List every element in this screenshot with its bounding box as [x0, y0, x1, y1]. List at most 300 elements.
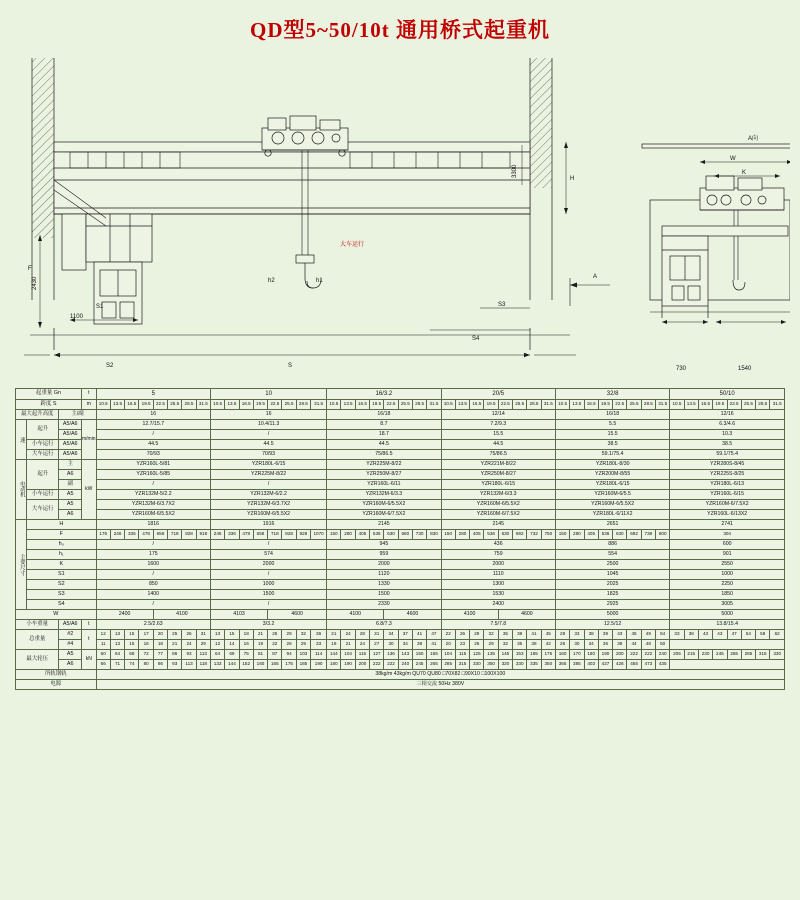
span-cell: 10.5: [555, 400, 569, 410]
K-20: 2000: [441, 560, 555, 570]
wheel-a6-cell: 428: [613, 660, 627, 670]
span-cell: 10.5: [670, 400, 684, 410]
row-sub-hoist-aux: A5/A6: [59, 430, 82, 440]
row-label-K: K: [27, 560, 97, 570]
total-cell: 22: [441, 630, 455, 640]
motor-crane-a5-10: YZR132M-6/3.7X2: [210, 500, 326, 510]
motor-crane-a5-20: YZR160M-6/5.5X2: [441, 500, 555, 510]
svg-text:3300: 3300: [512, 164, 518, 178]
wheel-a6-cell: 222: [370, 660, 384, 670]
speed-aux-10: /: [210, 430, 326, 440]
total2-cell: 34: [398, 640, 412, 650]
wheel-a6-cell: 315: [455, 660, 469, 670]
wheel-a5-cell: 200: [613, 650, 627, 660]
h1-32: 554: [555, 550, 669, 560]
K-32: 2500: [555, 560, 669, 570]
H-32: 2651: [555, 520, 669, 530]
F-cell: 405: [355, 530, 369, 540]
wheel-a6-cell: 285: [441, 660, 455, 670]
wheel-a5-cell: 222: [627, 650, 641, 660]
wheel-a6-cell: 180: [327, 660, 341, 670]
wheel-a5-cell: 315: [756, 650, 770, 660]
span-cell: 31.5: [541, 400, 555, 410]
wheel-a6-cell: 320: [498, 660, 512, 670]
S2-50: 2250: [670, 580, 785, 590]
speed-aux-16: 18.7: [327, 430, 441, 440]
row-label-W: W: [16, 610, 97, 620]
wheel-a5-cell: 165: [427, 650, 441, 660]
row-sub-trolley-weight: A5/A6: [59, 620, 82, 630]
F-cell: 1070: [311, 530, 327, 540]
lift-50: 12/16: [670, 410, 785, 420]
total-cell: 26: [182, 630, 196, 640]
row-label-S2: S2: [27, 580, 97, 590]
wheel-a5-cell: 265: [727, 650, 741, 660]
total-cell: 34: [384, 630, 398, 640]
F-cell: 405: [470, 530, 484, 540]
S3-10: 1500: [210, 590, 326, 600]
trolley-speed-32: 38.5: [555, 440, 669, 450]
row-label-crane-speed: 大车运行: [27, 450, 59, 460]
total2-cell: 24: [182, 640, 196, 650]
S4-5: /: [96, 600, 210, 610]
span-cell: 25.5: [282, 400, 296, 410]
motor-aux-20: YZR180L-6/15: [441, 480, 555, 490]
wheel-a5-cell: 222: [641, 650, 655, 660]
total-cell: 37: [398, 630, 412, 640]
wheel-a5-cell: 285: [741, 650, 755, 660]
wheel-a5-cell: 245: [713, 650, 727, 660]
S1-5: /: [96, 570, 210, 580]
span-cell: 19.5: [713, 400, 727, 410]
row-sub-total-1: #2: [59, 630, 82, 640]
total-cell: 17: [139, 630, 153, 640]
row-label-lift: 最大起升高度: [16, 410, 59, 420]
rail-value: 38kg/m 43kg/m QU70 QU80 □70X82 □90X10 □100X100: [96, 670, 784, 680]
span-cell: 13.5: [225, 400, 239, 410]
span-cell: 28.5: [641, 400, 655, 410]
span-cell: 28.5: [182, 400, 196, 410]
span-cell: 25.5: [168, 400, 182, 410]
wheel-a6-cell: 190: [311, 660, 327, 670]
wheel-a6-cell: 330: [513, 660, 527, 670]
F-cell: 536: [598, 530, 612, 540]
F-cell: 536: [484, 530, 498, 540]
span-cell: 19.5: [370, 400, 384, 410]
S2-20: 1300: [441, 580, 555, 590]
total-cell: 15: [125, 630, 139, 640]
S4-50: 3005: [670, 600, 785, 610]
span-cell: 13.5: [455, 400, 469, 410]
F-cell: 830: [427, 530, 441, 540]
wheel-a5-cell: 215: [684, 650, 698, 660]
row-sub-motor-main: 主: [59, 460, 82, 470]
F-cell: 738: [641, 530, 655, 540]
F-cell: 336: [125, 530, 139, 540]
wheel-a5-cell: 94: [282, 650, 296, 660]
h1-10: 574: [210, 550, 326, 560]
motor-main-16: YZR225M-8/22: [327, 460, 441, 470]
trolley-weight-20: 7.5/7.8: [441, 620, 555, 630]
total-cell: 13: [110, 630, 124, 640]
span-cell: 13.5: [341, 400, 355, 410]
H-10: 1916: [210, 520, 326, 530]
total2-cell: 13: [110, 640, 124, 650]
total2-cell: 21: [168, 640, 182, 650]
S1-32: 1045: [555, 570, 669, 580]
svg-text:F: F: [28, 266, 32, 272]
wheel-a6-cell: 80: [139, 660, 153, 670]
crane-speed-50: 59.1/75.4: [670, 450, 785, 460]
span-cell: 16.5: [470, 400, 484, 410]
S4-32: 2925: [555, 600, 669, 610]
W-32: 5000: [555, 610, 669, 620]
total-cell: 18: [239, 630, 253, 640]
W-5a: 2400: [96, 610, 153, 620]
unit-capacity: t: [81, 389, 96, 400]
wheel-a5-cell: 125: [470, 650, 484, 660]
motor-aux-50: YZR180L-6/13: [670, 480, 785, 490]
S2-16: 1330: [327, 580, 441, 590]
span-cell: 28.5: [756, 400, 770, 410]
total2-cell: 35: [513, 640, 527, 650]
S4-20: 2400: [441, 600, 555, 610]
motor-main-50: YZR280S-8/45: [670, 460, 785, 470]
total2-cell: 23: [455, 640, 469, 650]
F-cell: 718: [268, 530, 282, 540]
total-cell: 26: [455, 630, 469, 640]
total-cell: 21: [253, 630, 267, 640]
row-label-trolley-speed: 小车运行: [27, 440, 59, 450]
F-cell: 336: [225, 530, 239, 540]
total2-cell: 26: [470, 640, 484, 650]
total-cell: 47: [727, 630, 741, 640]
F-cell: 246: [110, 530, 124, 540]
wheel-a6-cell: 152: [239, 660, 253, 670]
span-cell: 13.5: [570, 400, 584, 410]
F-cell: 478: [139, 530, 153, 540]
trolley-speed-50: 38.5: [670, 440, 785, 450]
total-cell: 13: [210, 630, 224, 640]
trolley-weight-50: 13.8/15.4: [670, 620, 785, 630]
total-cell: 33: [570, 630, 584, 640]
W-5b: 4100: [153, 610, 210, 620]
S3-16: 1500: [327, 590, 441, 600]
total-cell: 43: [698, 630, 712, 640]
row-label-capacity: 起重量 Gn: [16, 389, 82, 400]
wheel-a5-cell: 77: [153, 650, 167, 660]
motor-trolley-16: YZR132M-6/3.3: [327, 490, 441, 500]
span-cell: 10.5: [441, 400, 455, 410]
h0-16: 945: [327, 540, 441, 550]
h1-16: 959: [327, 550, 441, 560]
total2-cell: 21: [341, 640, 355, 650]
motor-main-a6-20: YZR250M-8/27: [441, 470, 555, 480]
motor-main-32: YZR180L-8/30: [555, 460, 669, 470]
S3-5: 1400: [96, 590, 210, 600]
motor-crane-a6-20: YZR160M-6/7.5X2: [441, 510, 555, 520]
total-cell: 45: [627, 630, 641, 640]
span-cell: 31.5: [656, 400, 670, 410]
wheel-a5-cell: 81: [253, 650, 267, 660]
F-cell: 658: [153, 530, 167, 540]
total-cell: 29: [282, 630, 296, 640]
K-50: 2550: [670, 560, 785, 570]
total2-cell: 18: [153, 640, 167, 650]
wheel-a6-cell: 118: [196, 660, 210, 670]
speed-aux-5: /: [96, 430, 210, 440]
W-50: 5000: [670, 610, 785, 620]
row-sub-motor-crane-a6: A6: [59, 510, 82, 520]
wheel-a6-cell: 403: [584, 660, 598, 670]
lift-16: 16/18: [327, 410, 441, 420]
wheel-a5-cell: 170: [570, 650, 584, 660]
svg-text:h1: h1: [316, 278, 323, 284]
wheel-a6-cell: 427: [598, 660, 612, 670]
row-label-h1: h₁: [27, 550, 97, 560]
motor-crane-a6-32: YZR180L-6/11X2: [555, 510, 669, 520]
svg-text:W: W: [730, 156, 736, 162]
total2-cell: 20: [441, 640, 455, 650]
wheel-a5-cell: 145: [498, 650, 512, 660]
motor-main-a6-5: YZR160L-5/85: [96, 470, 210, 480]
row-sub-trolley-speed: A5/A6: [59, 440, 82, 450]
F-cell: 692: [513, 530, 527, 540]
svg-text:S2: S2: [106, 363, 114, 369]
wheel-a5-cell: 165: [527, 650, 541, 660]
speed-aux-32: 15.5: [555, 430, 669, 440]
unit-motor: kW: [81, 460, 96, 520]
F-cell: 630: [498, 530, 512, 540]
total2-cell: 15: [125, 640, 139, 650]
motor-aux-10: /: [210, 480, 326, 490]
motor-trolley-50: YZR160L-6/15: [670, 490, 785, 500]
motor-main-a6-32: YZR200M-8/55: [555, 470, 669, 480]
span-cell: 25.5: [513, 400, 527, 410]
wheel-a5-cell: 87: [268, 650, 282, 660]
F-cell: 536: [370, 530, 384, 540]
unit-speed: m/min: [81, 420, 96, 460]
span-cell: 13.5: [110, 400, 124, 410]
wheel-a6-cell: 473: [641, 660, 655, 670]
motor-main-20: YZR221M-8/22: [441, 460, 555, 470]
wheel-a5-cell: 160: [555, 650, 569, 660]
h0-32: 886: [555, 540, 669, 550]
speed-main-5: 12.7/15.7: [96, 420, 210, 430]
row-label-motor-hoist: 起升: [27, 460, 59, 490]
total-cell: 49: [641, 630, 655, 640]
wheel-a6-cell: 86: [153, 660, 167, 670]
motor-trolley-10: YZR132M-6/2.2: [210, 490, 326, 500]
total2-cell: 36: [598, 640, 612, 650]
svg-text:A: A: [593, 274, 598, 280]
wheel-a5-cell: 205: [670, 650, 684, 660]
capacity-10: 10: [210, 389, 326, 400]
F-cell: 928: [296, 530, 310, 540]
wheel-a6-cell: 144: [225, 660, 239, 670]
total-cell: 29: [470, 630, 484, 640]
total-cell: 21: [327, 630, 341, 640]
F-cell: 246: [210, 530, 224, 540]
wheel-a5-cell: 150: [412, 650, 426, 660]
total2-cell: 50: [656, 640, 670, 650]
wheel-a6-cell: 330: [470, 660, 484, 670]
S2-10: 1000: [210, 580, 326, 590]
total2-cell: 30: [384, 640, 398, 650]
total-cell: 38: [513, 630, 527, 640]
speed-main-50: 6.3/4.6: [670, 420, 785, 430]
total2-cell: 11: [96, 640, 110, 650]
wheel-a6-cell: 385: [570, 660, 584, 670]
S1-10: /: [210, 570, 326, 580]
row-label-S1: S1: [27, 570, 97, 580]
total2-cell: 41: [427, 640, 441, 650]
wheel-a6-cell: 455: [627, 660, 641, 670]
span-cell: 22.5: [153, 400, 167, 410]
span-cell: 10.5: [210, 400, 224, 410]
span-cell: 16.5: [239, 400, 253, 410]
speed-aux-20: 15.5: [441, 430, 555, 440]
trolley-weight-10: 3/3.2: [210, 620, 326, 630]
motor-crane-a5-50: YZR160M-6/7.5X2: [670, 500, 785, 510]
wheel-a5-cell: 69: [225, 650, 239, 660]
F-cell: 828: [282, 530, 296, 540]
F-cell: 918: [196, 530, 210, 540]
total-cell: 47: [427, 630, 441, 640]
F-cell: 150: [327, 530, 341, 540]
motor-crane-a6-50: YZR160L-6/13X2: [670, 510, 785, 520]
S2-5: 850: [96, 580, 210, 590]
F-cell: 478: [239, 530, 253, 540]
total2-cell: 14: [225, 640, 239, 650]
motor-crane-a5-16: YZR160M-6/5.5X2: [327, 500, 441, 510]
page-title: QD型5~50/10t 通用桥式起重机: [250, 18, 550, 42]
group-label-motor: 电动机: [16, 460, 27, 520]
wheel-a5-cell: 68: [125, 650, 139, 660]
wheel-a5-cell: 114: [311, 650, 327, 660]
W-16b: 4600: [384, 610, 441, 620]
span-cell: 10.5: [96, 400, 110, 410]
F-cell: 730: [412, 530, 426, 540]
span-cell: 28.5: [296, 400, 310, 410]
motor-trolley-5: YZR132M-5/2.2: [96, 490, 210, 500]
total2-cell: 38: [412, 640, 426, 650]
capacity-16: 16/3.2: [327, 389, 441, 400]
span-cell: 31.5: [196, 400, 210, 410]
span-cell: 16.5: [698, 400, 712, 410]
wheel-a6-cell: 185: [296, 660, 310, 670]
trolley-weight-16: 6.8/7.3: [327, 620, 441, 630]
power-value: 三相交流 50Hz 380V: [96, 680, 784, 690]
total-cell: 54: [656, 630, 670, 640]
total-cell: 62: [770, 630, 785, 640]
capacity-20: 20/5: [441, 389, 555, 400]
wheel-a6-cell: 93: [168, 660, 182, 670]
trolley-speed-5: 44.5: [96, 440, 210, 450]
row-label-hoist: 起升: [27, 420, 59, 440]
W-16a: 4100: [327, 610, 384, 620]
total-cell: 58: [756, 630, 770, 640]
total2-cell: 27: [370, 640, 384, 650]
row-sub-lift: 主/副: [59, 410, 96, 420]
wheel-a5-cell: 180: [584, 650, 598, 660]
span-cell: 25.5: [398, 400, 412, 410]
total-cell: 31: [196, 630, 210, 640]
speed-main-32: 5.5: [555, 420, 669, 430]
row-sub-crane-speed: A5/A6: [59, 450, 82, 460]
wheel-a6-cell: 74: [125, 660, 139, 670]
motor-trolley-20: YZR132M-6/3.3: [441, 490, 555, 500]
H-16: 2145: [327, 520, 441, 530]
F-cell: 732: [527, 530, 541, 540]
row-label-span: 跨度 S: [16, 400, 82, 410]
total2-cell: 26: [282, 640, 296, 650]
speed-main-16: 8.7: [327, 420, 441, 430]
total-cell: 24: [341, 630, 355, 640]
F-cell: 658: [253, 530, 267, 540]
total2-cell: 16: [239, 640, 253, 650]
wheel-a5-cell: 64: [110, 650, 124, 660]
wheel-a5-cell: 93: [182, 650, 196, 660]
H-20: 2145: [441, 520, 555, 530]
span-cell: 31.5: [770, 400, 785, 410]
K-5: 1600: [96, 560, 210, 570]
total2-cell: 32: [498, 640, 512, 650]
total-cell: 12: [96, 630, 110, 640]
span-cell: 22.5: [613, 400, 627, 410]
total2-cell: 19: [253, 640, 267, 650]
svg-text:K: K: [742, 170, 747, 176]
H-5: 1816: [96, 520, 210, 530]
S4-16: 2330: [327, 600, 441, 610]
wheel-a6-cell: 350: [484, 660, 498, 670]
h1-20: 759: [441, 550, 555, 560]
motor-crane-a6-10: YZR160M-6/5.5X2: [210, 510, 326, 520]
wheel-a6-cell: 113: [182, 660, 196, 670]
speed-aux-50: 10.3: [670, 430, 785, 440]
trolley-speed-20: 44.5: [441, 440, 555, 450]
S1-50: 1000: [670, 570, 785, 580]
total2-cell: 29: [296, 640, 310, 650]
span-cell: 19.5: [484, 400, 498, 410]
group-label-speed: 速: [16, 420, 27, 460]
capacity-5: 5: [96, 389, 210, 400]
motor-aux-5: /: [96, 480, 210, 490]
S3-20: 1530: [441, 590, 555, 600]
h0-50: 600: [670, 540, 785, 550]
S4-10: /: [210, 600, 326, 610]
F-cell: 750: [541, 530, 555, 540]
wheel-a6-cell: 240: [398, 660, 412, 670]
wheel-a5-cell: 190: [598, 650, 612, 660]
wheel-a5-cell: 115: [355, 650, 369, 660]
total2-cell: 24: [355, 640, 369, 650]
span-cell: 22.5: [498, 400, 512, 410]
wheel-a5-cell: 104: [341, 650, 355, 660]
specification-table: [15, 388, 785, 690]
wheel-a5-cell: 136: [384, 650, 398, 660]
crane-speed-32: 59.1/75.4: [555, 450, 669, 460]
K-16: 2000: [327, 560, 441, 570]
total-cell: 43: [613, 630, 627, 640]
F-cell: 176: [96, 530, 110, 540]
svg-text:A向: A向: [748, 136, 759, 142]
F-cell: 280: [455, 530, 469, 540]
capacity-32: 32/8: [555, 389, 669, 400]
h0-10: /: [210, 540, 326, 550]
wheel-a6-cell: 190: [341, 660, 355, 670]
wheel-a5-cell: 240: [656, 650, 670, 660]
